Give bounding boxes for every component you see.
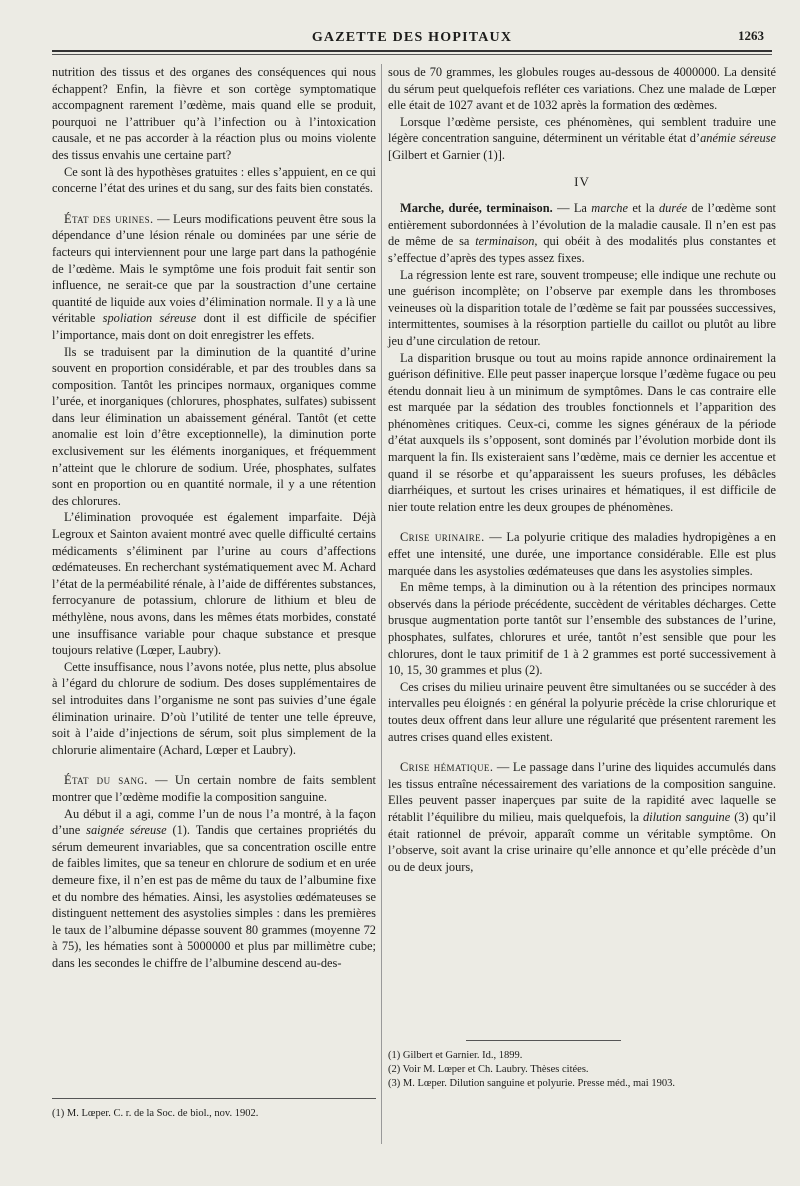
paragraph: Ce sont là des hypothèses gratuites : elles s’appuient, en ce qui concerne l’état des urines et du sang, sur des faits bien constatés. [52, 164, 376, 196]
section-heading: Crise hématique. [400, 760, 494, 775]
text-run: — La [552, 201, 592, 216]
text-run: — Le passage dans l’urine des liquides accumulés dans les tissus entraîne nécessairement des variations de la composition sanguine. Elles peuvent passer inaperçues par suite de la rapidité avec laquelle se rétablit l’équilibre du milieu, mais quelquefois, la [388, 760, 776, 824]
left-column [52, 64, 376, 971]
paragraph: La disparition brusque ou tout au moins rapide annonce ordinairement la guérison définitive. Elle peut passer inaperçue lorsque l’œdème fugace ou peu étendu donnait lieu à un minimum de symptômes. Dans le cas contraire elle est marquée par la sédation des troubles fonctionnels et l’apparition des phénomènes critiques. Ceux-ci, comme les signes généraux de la période d’état auxquels ils s’opposent, sont dominés par l’évolution morbide dont ils marquent la fin. Ils existeraient sans l’œdème, mais ce dernier les accentue et quand il se résorbe et qu’apparaissent les sueurs profuses, les débâcles diarrhéiques, et surtout les crises urinaires et hématiques, il est difficile de nier toute relation entre les deux groupes de phénomènes. [388, 350, 776, 514]
paragraph [388, 114, 776, 164]
text-run: , qui obéit à des modalités plus constantes et s’effectue d’après des types assez fixes. [388, 234, 776, 265]
footnote-text: (2) Voir M. Lœper et Ch. Laubry. Thèses citées. [388, 1064, 589, 1075]
page-number: 1263 [738, 28, 764, 43]
italic-term: terminaison [475, 234, 535, 249]
italic-term: dilution sanguine [642, 809, 731, 824]
footnote [52, 1107, 376, 1121]
paragraph-crise-hematique [388, 759, 776, 875]
text-run: (3) qu’il était rationnel de prévoir, apparaît comme un véritable symptôme. On l’observe, soit avant la crise urinaire qu’elle annonce et qu’elle précède d’un ou de deux jours, [388, 809, 777, 874]
section-heading: État du sang. [64, 773, 148, 788]
paragraph: Cette insuffisance, nous l’avons notée, plus nette, plus absolue à l’égard du chlorure de sodium. Des doses supplémentaires de sel introduites dans l’organisme ne sont pas suivies d’une égale élimination urinaire. D’où l’utilité de tenter une telle épreuve, soit à l’aide d’injections de sérum, soit plus simplement de la chlorurie alimentaire (Achard, Lœper et Laubry). [52, 659, 376, 757]
footnote-text: (1) M. Lœper. C. r. de la Soc. de biol., nov. 1902. [52, 1108, 259, 1119]
paragraph-etat-des-urines [52, 211, 376, 344]
header-rule [52, 50, 772, 52]
footnote-rule [466, 1040, 621, 1041]
paragraph: sous de 70 grammes, les globules rouges au-dessous de 4000000. La densité du sérum peut quelquefois refléter ces variations. Chez une malade de Lœper elle était de 1027 avant et de 1032 après la formation des œdèmes. [388, 65, 776, 113]
paragraph-etat-du-sang [52, 772, 376, 805]
paragraph: Ces crises du milieu urinaire peuvent être simultanées ou se succéder à des intervalles peu éloignés : en général la polyurie précède la crise chlorurique et toutes deux offrent dans leur allure une régularité que présentent rarement les autres crises quand elles existent. [388, 679, 776, 744]
paragraph [52, 806, 376, 972]
text-run: [Gilbert et Garnier (1)]. [388, 147, 505, 162]
header-rule-thin [52, 54, 772, 55]
footnote-text: (1) Gilbert et Garnier. Id., 1899. [388, 1050, 523, 1061]
paragraph: Ils se traduisent par la diminution de la quantité d’urine souvent en proportion considérable, et par des troubles dans sa composition. Tantôt les principes normaux, organiques comme l’urée, et inorganiques (chlorures, phosphates, sulfates) subissent dans leur élimination un abaissement général. Tantôt (et cette anomalie est loin d’être exceptionnelle), la diminution porte exclusivement sur les éléments inorganiques, et fréquemment n’atteint que le chlorure de sodium. Urée, phosphates, sulfates sont en proportion ou en quantité normale, il y a une rétention des chlorures. [52, 344, 376, 508]
footnote-text: (3) M. Lœper. Dilution sanguine et polyurie. Presse méd., mai 1903. [388, 1078, 675, 1089]
text-run: Au début il a agi, comme l’un de nous l’a montré, à la façon d’une [52, 806, 376, 838]
journal-title: GAZETTE DES HOPITAUX [311, 30, 513, 45]
italic-term: anémie séreuse [700, 131, 777, 146]
paragraph-marche [388, 200, 776, 266]
text-run: de l’œdème sont entièrement subordonnées à l’évolution de la maladie causale. Il n’en est pas de même de sa [388, 201, 776, 249]
paragraph-crise-urinaire [388, 529, 776, 579]
section-heading: Crise urinaire. [400, 530, 485, 545]
right-column [388, 64, 776, 875]
text-run: — Un certain nombre de faits semblent montrer que l’œdème modifie la composition sanguine. [52, 773, 376, 804]
left-footnotes [52, 1098, 376, 1121]
text-run: Lorsque l’œdème persiste, ces phénomènes, qui semblent traduire une légère concentration sanguine, déterminent un véritable état d’ [388, 114, 776, 146]
italic-term: marche [591, 201, 628, 216]
italic-term: saignée séreuse [86, 823, 167, 838]
footnote [388, 1049, 776, 1091]
italic-term: durée [658, 201, 688, 216]
paragraph: L’élimination provoquée est également imparfaite. Déjà Legroux et Sainton avaient montré avec quelle difficulté certains médicaments s’éliminent par l’urine au cours d’affections œdémateuses. En recherchant systématiquement avec M. Achard l’état de la perméabilité rénale, à l’aide de différentes substances, ferrocyanure de potassium, chlorure de lithium et bleu de méthylène, nous avons, dans les mêmes états morbides, constaté une insuffisance variable pour chaque substance et presque toujours relative (Lœper, Laubry). [52, 510, 376, 658]
text-run: (1). Tandis que certaines propriétés du sérum demeurent invariables, que sa concentration oscille entre de faibles limites, que sa teneur en chlorure de sodium et en urée demeure fixe, il n’en est pas de même du taux de l’albumine fixe et du nombre des hématies. Ainsi, les asystolies œdémateuses se distinguent nettement des asystolies simples : dans les premières le taux de l’albumine dépasse souvent 80 grammes (moyenne 72 à 75), les hématies sont à 5000000 et plus par millimètre cube; dans les secondes le chiffre de l’albumine descend au-des- [52, 823, 376, 970]
section-heading: État des urines. [64, 211, 154, 226]
italic-term: spoliation séreuse [102, 311, 197, 326]
text-run: dont il est difficile de spécifier l’importance, mais dont on doit enregistrer les effets. [52, 311, 376, 342]
paragraph: En même temps, à la diminution ou à la rétention des principes normaux observés dans la période précédente, succèdent de véritables décharges. Cette brusque augmentation porte tantôt sur l’ensemble des substances de l’urine, phosphates, sulfates, chlorures et urée, tantôt n’est sensible que pour les chlorures, dont le taux primitif de 1 à 2 grammes est porté successivement à 10, 15, 30 grammes et plus (2). [388, 580, 776, 678]
section-number: IV [574, 173, 590, 189]
footnote-rule [52, 1098, 376, 1099]
text-run: et la [627, 201, 659, 216]
paragraph: La régression lente est rare, souvent trompeuse; elle indique une rechute ou une guérison incomplète; on l’observe par exemple dans les thromboses veineuses où la disparition totale de l’œdème se fait par poussées successives, intermittentes, soumises à la résorption partielle du caillot ou plutôt au libre jeu d’une circulation de retour. [388, 267, 776, 348]
column-divider [381, 64, 382, 1144]
paragraph: nutrition des tissus et des organes des conséquences qui nous échappent? Enfin, la fièvre et son cortège symptomatique accompagnent rarement l’œdème, mais quand elle se produit, pourquoi ne l’attribuer qu’à l’infection ou à l’intoxication causale, et ne pas accorder à la réaction plus ou moins violente des tissus envahis une certaine part? [52, 65, 376, 162]
text-run: — Leurs modifications peuvent être sous la dépendance d’une lésion rénale ou dominées par une série de facteurs qui interviennent pour une large part dans la pathogénie de l’œdème. Mais le symptôme une fois produit fait sentir son influence, ne serait-ce que par la soustraction d’une certaine quantité de liquide aux voies d’élimination normale. Il y a là une véritable [52, 211, 376, 326]
text-run: — La polyurie critique des maladies hydropigènes a en effet une intensité, une durée, une importance considérable. Elle est plus marquée dans les asystolies œdémateuses que dans les asystolies simples. [388, 530, 777, 578]
section-heading: Marche, durée, terminaison. [400, 201, 553, 216]
right-footnotes [388, 1040, 776, 1091]
